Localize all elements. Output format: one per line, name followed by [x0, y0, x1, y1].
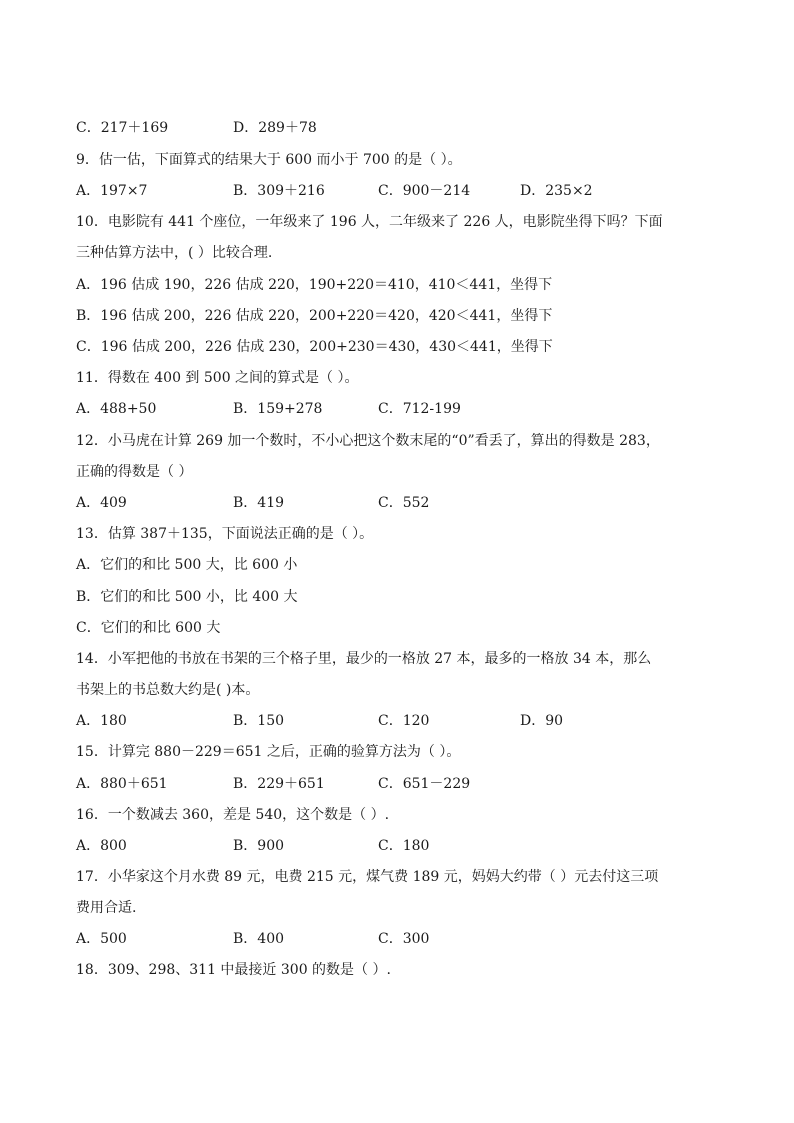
- answer-option: B．159+278: [233, 401, 323, 417]
- question-text-line: 17．小华家这个月水费 89 元，电费 215 元，煤气费 189 元，妈妈大约带（ ）元去付这三项: [76, 869, 659, 885]
- question-text-line: 14．小军把他的书放在书架的三个格子里，最少的一格放 27 本，最多的一格放 34 本，那么: [76, 651, 652, 667]
- answer-options-row: [76, 836, 754, 856]
- answer-option: C．712-199: [378, 401, 461, 417]
- answer-option: A．800: [76, 838, 127, 854]
- answer-options-row: [76, 929, 754, 949]
- answer-option: B．900: [233, 838, 285, 854]
- question-text-line: 费用合适.: [76, 900, 137, 916]
- question-text-line: 18．309、298、311 中最接近 300 的数是（ ）.: [76, 962, 391, 978]
- question-text-line: 11．得数在 400 到 500 之间的算式是（ ）。: [76, 370, 359, 386]
- answer-option: A．500: [76, 931, 127, 947]
- answer-option: C．180: [378, 838, 430, 854]
- question-text-line: 正确的得数是（ ）: [76, 464, 193, 480]
- question-text-line: 13．估算 387＋135，下面说法正确的是（ ）。: [76, 526, 374, 542]
- question-text-line: A．它们的和比 500 大，比 600 小: [76, 557, 298, 573]
- answer-option: A．197×7: [76, 183, 148, 199]
- answer-options-row: [76, 399, 754, 419]
- question-text-line: 15．计算完 880－229＝651 之后，正确的验算方法为（ ）。: [76, 744, 461, 760]
- answer-option: C．120: [378, 713, 430, 729]
- question-text-line: C．它们的和比 600 大: [76, 620, 221, 636]
- question-text-line: 三种估算方法中，( ）比较合理.: [76, 245, 273, 261]
- question-text-line: 10．电影院有 441 个座位，一年级来了 196 人，二年级来了 226 人，电影院坐得下吗？下面: [76, 214, 663, 230]
- answer-option: B．309＋216: [233, 183, 325, 199]
- answer-option: B．400: [233, 931, 285, 947]
- answer-option: C．300: [378, 931, 430, 947]
- answer-option: B．150: [233, 713, 285, 729]
- answer-option: B．419: [233, 495, 285, 511]
- answer-option: C．217＋169: [76, 120, 169, 136]
- answer-option: C．651－229: [378, 776, 471, 792]
- question-text-line: 书架上的书总数大约是( )本。: [76, 682, 260, 698]
- answer-option: A．180: [76, 713, 127, 729]
- answer-option: D．235×2: [520, 183, 593, 199]
- answer-option: A．880＋651: [76, 776, 168, 792]
- answer-options-row: [76, 118, 754, 138]
- answer-options-row: [76, 774, 754, 794]
- answer-options-row: [76, 711, 754, 731]
- answer-option: C．900－214: [378, 183, 471, 199]
- question-text-line: 9．估一估，下面算式的结果大于 600 而小于 700 的是（ ）。: [76, 152, 462, 168]
- answer-option: A．488+50: [76, 401, 157, 417]
- question-text-line: 12．小马虎在计算 269 加一个数时，不小心把这个数末尾的“0”看丢了，算出的得数是 283，: [76, 433, 660, 449]
- answer-option: C．552: [378, 495, 430, 511]
- answer-options-row: [76, 493, 754, 513]
- question-text-line: A．196 估成 190，226 估成 220，190+220＝410，410＜441，坐得下: [76, 277, 553, 293]
- answer-options-row: [76, 181, 754, 201]
- question-text-line: 16．一个数减去 360，差是 540，这个数是（ ）.: [76, 807, 390, 823]
- question-text-line: B．它们的和比 500 小，比 400 大: [76, 589, 298, 605]
- question-text-line: C．196 估成 200，226 估成 230，200+230＝430，430＜441，坐得下: [76, 339, 553, 355]
- answer-option: D．289＋78: [233, 120, 317, 136]
- question-text-line: B．196 估成 200，226 估成 220，200+220＝420，420＜441，坐得下: [76, 308, 553, 324]
- answer-option: A．409: [76, 495, 127, 511]
- answer-option: B．229＋651: [233, 776, 325, 792]
- answer-option: D．90: [520, 713, 564, 729]
